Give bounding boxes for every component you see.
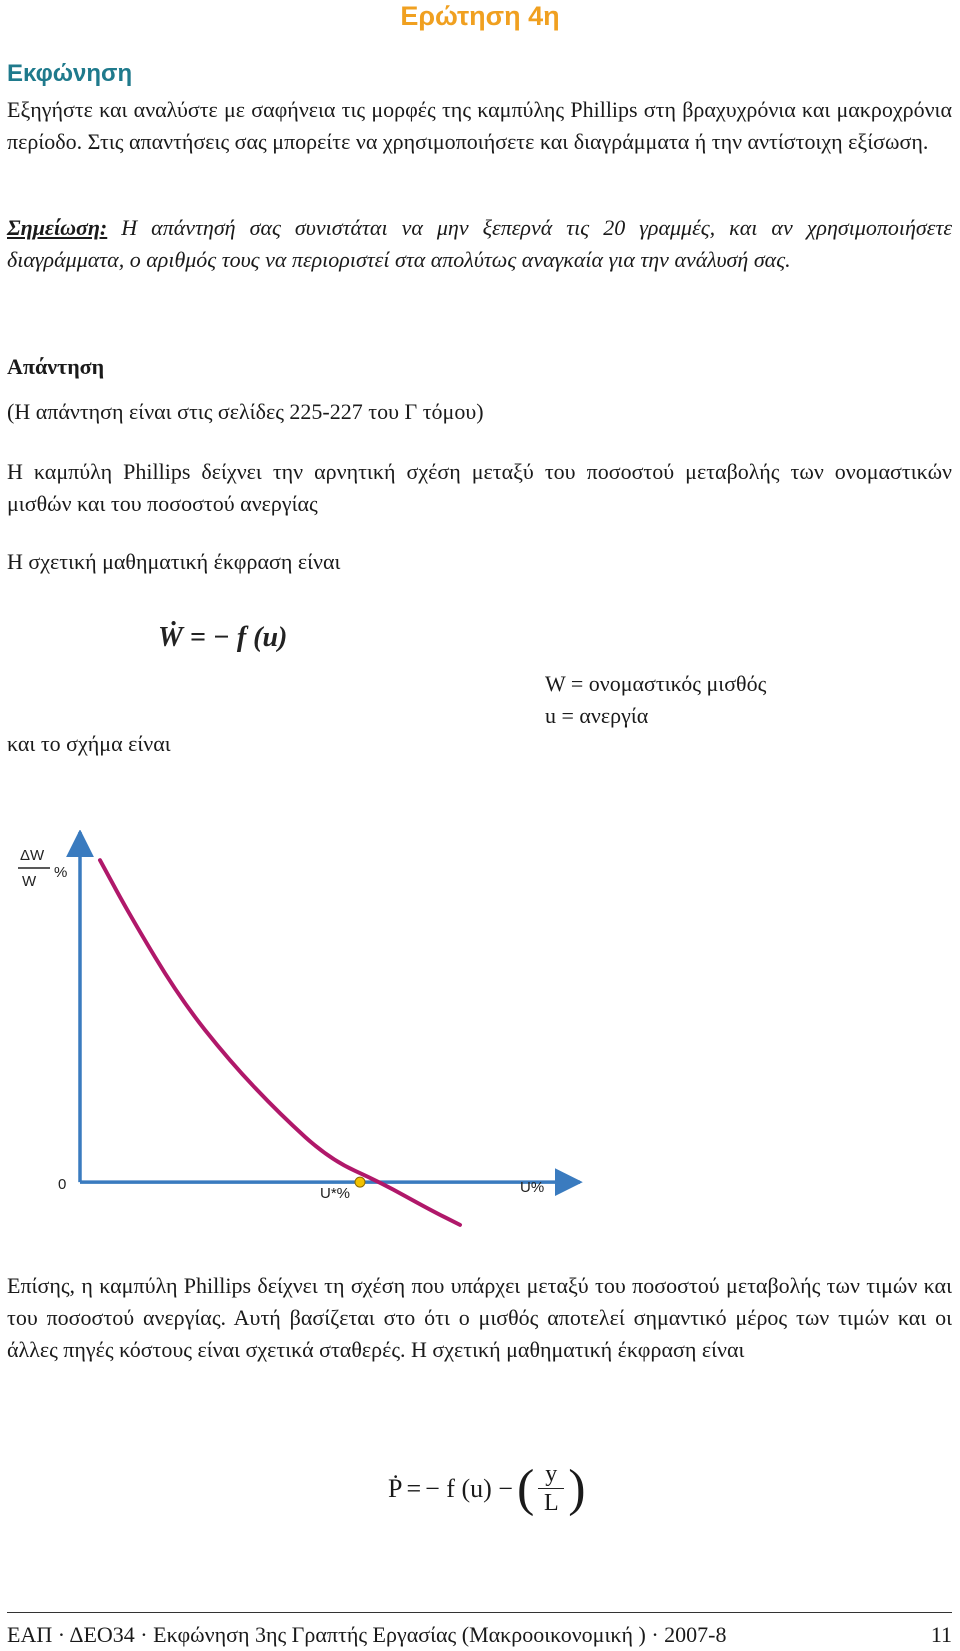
page-footer [7, 1620, 952, 1650]
definition-unemployment: u = ανεργία [545, 703, 649, 728]
price-formula-rhs: − f (u) − [425, 1473, 513, 1503]
answer-heading: Απάντηση [7, 354, 105, 379]
left-paren: ( [516, 1459, 535, 1517]
question-statement: Εξηγήστε και αναλύστε με σαφήνεια τις μορφές της καμπύλης Phillips στη βραχυχρόνια και μακροχρόνια περίοδο. Στις απαντήσεις σας μπορείτε να χρησιμοποιήσετε και διαγράμματα ή την αντίστοιχη εξίσωση. [7, 97, 952, 154]
y-label-denominator: W [22, 873, 37, 890]
price-formula-lhs: Ṗ [388, 1473, 403, 1503]
chart-layer [80, 832, 580, 1225]
footer-divider [7, 1612, 952, 1613]
answer-reference: (Η απάντηση είναι στις σελίδες 225-227 του Γ τόμου) [7, 399, 484, 424]
y-label-unit: % [54, 864, 68, 881]
variable-definitions [545, 668, 766, 732]
answer-intro: Η καμπύλη Phillips δείχνει την αρνητική σχέση μεταξύ του ποσοστού μεταβολής των ονομαστικών μισθών και του ποσοστού ανεργίας [7, 459, 952, 516]
fraction-denominator: L [543, 1490, 559, 1516]
math-intro: Η σχετική μαθηματική έκφραση είναι [7, 549, 341, 574]
right-paren: ) [568, 1459, 586, 1517]
note [7, 212, 952, 276]
page-number: 11 [930, 1622, 952, 1647]
price-paragraph: Επίσης, η καμπύλη Phillips δείχνει τη σχέση που υπάρχει μεταξύ του ποσοστού μεταβολής των τιμών και του ποσοστού ανεργίας. Αυτή βασίζεται στο ότι ο μισθός αποτελεί σημαντικό μέρος των τιμών και οι άλλες πηγές κόστους είναι σχετικά σταθερές. Η σχετική μαθηματική έκφραση είναι [7, 1273, 952, 1362]
y-label-numerator: ΔW [20, 847, 45, 864]
price-formula [388, 1460, 586, 1517]
price-formula-equals: = [406, 1473, 422, 1503]
definition-wage: W = ονομαστικός μισθός [545, 671, 767, 696]
natural-rate-marker [355, 1177, 365, 1187]
footer-text: ΕΑΠ · ΔΕΟ34 · Εκφώνηση 3ης Γραπτής Εργασίας (Μακροοικονομική ) · 2007-8 [7, 1622, 727, 1647]
question-title: Ερώτηση 4η [400, 1, 560, 31]
fraction-numerator: y [545, 1461, 558, 1487]
note-label: Σημείωση: [7, 215, 108, 240]
price-formula-fraction [538, 1460, 564, 1517]
origin-label: 0 [58, 1176, 67, 1193]
x-label: U% [520, 1179, 545, 1196]
y-label [18, 847, 67, 890]
marker-label: U*% [320, 1185, 351, 1202]
shape-intro: και το σχήμα είναι [7, 731, 171, 756]
wage-formula: Ẇ = − f (u) [158, 622, 288, 653]
phillips-curve-series-0 [100, 860, 460, 1225]
note-text: Η απάντησή σας συνιστάται να μην ξεπερνά τις 20 γραμμές, και αν χρησιμοποιήσετε διαγράμματα, ο αριθμός τους να περιοριστεί στα απολύτως αναγκαία για την ανάλυσή σας. [7, 215, 952, 272]
section-label: Εκφώνηση [7, 60, 133, 87]
phillips-chart [0, 830, 620, 1290]
